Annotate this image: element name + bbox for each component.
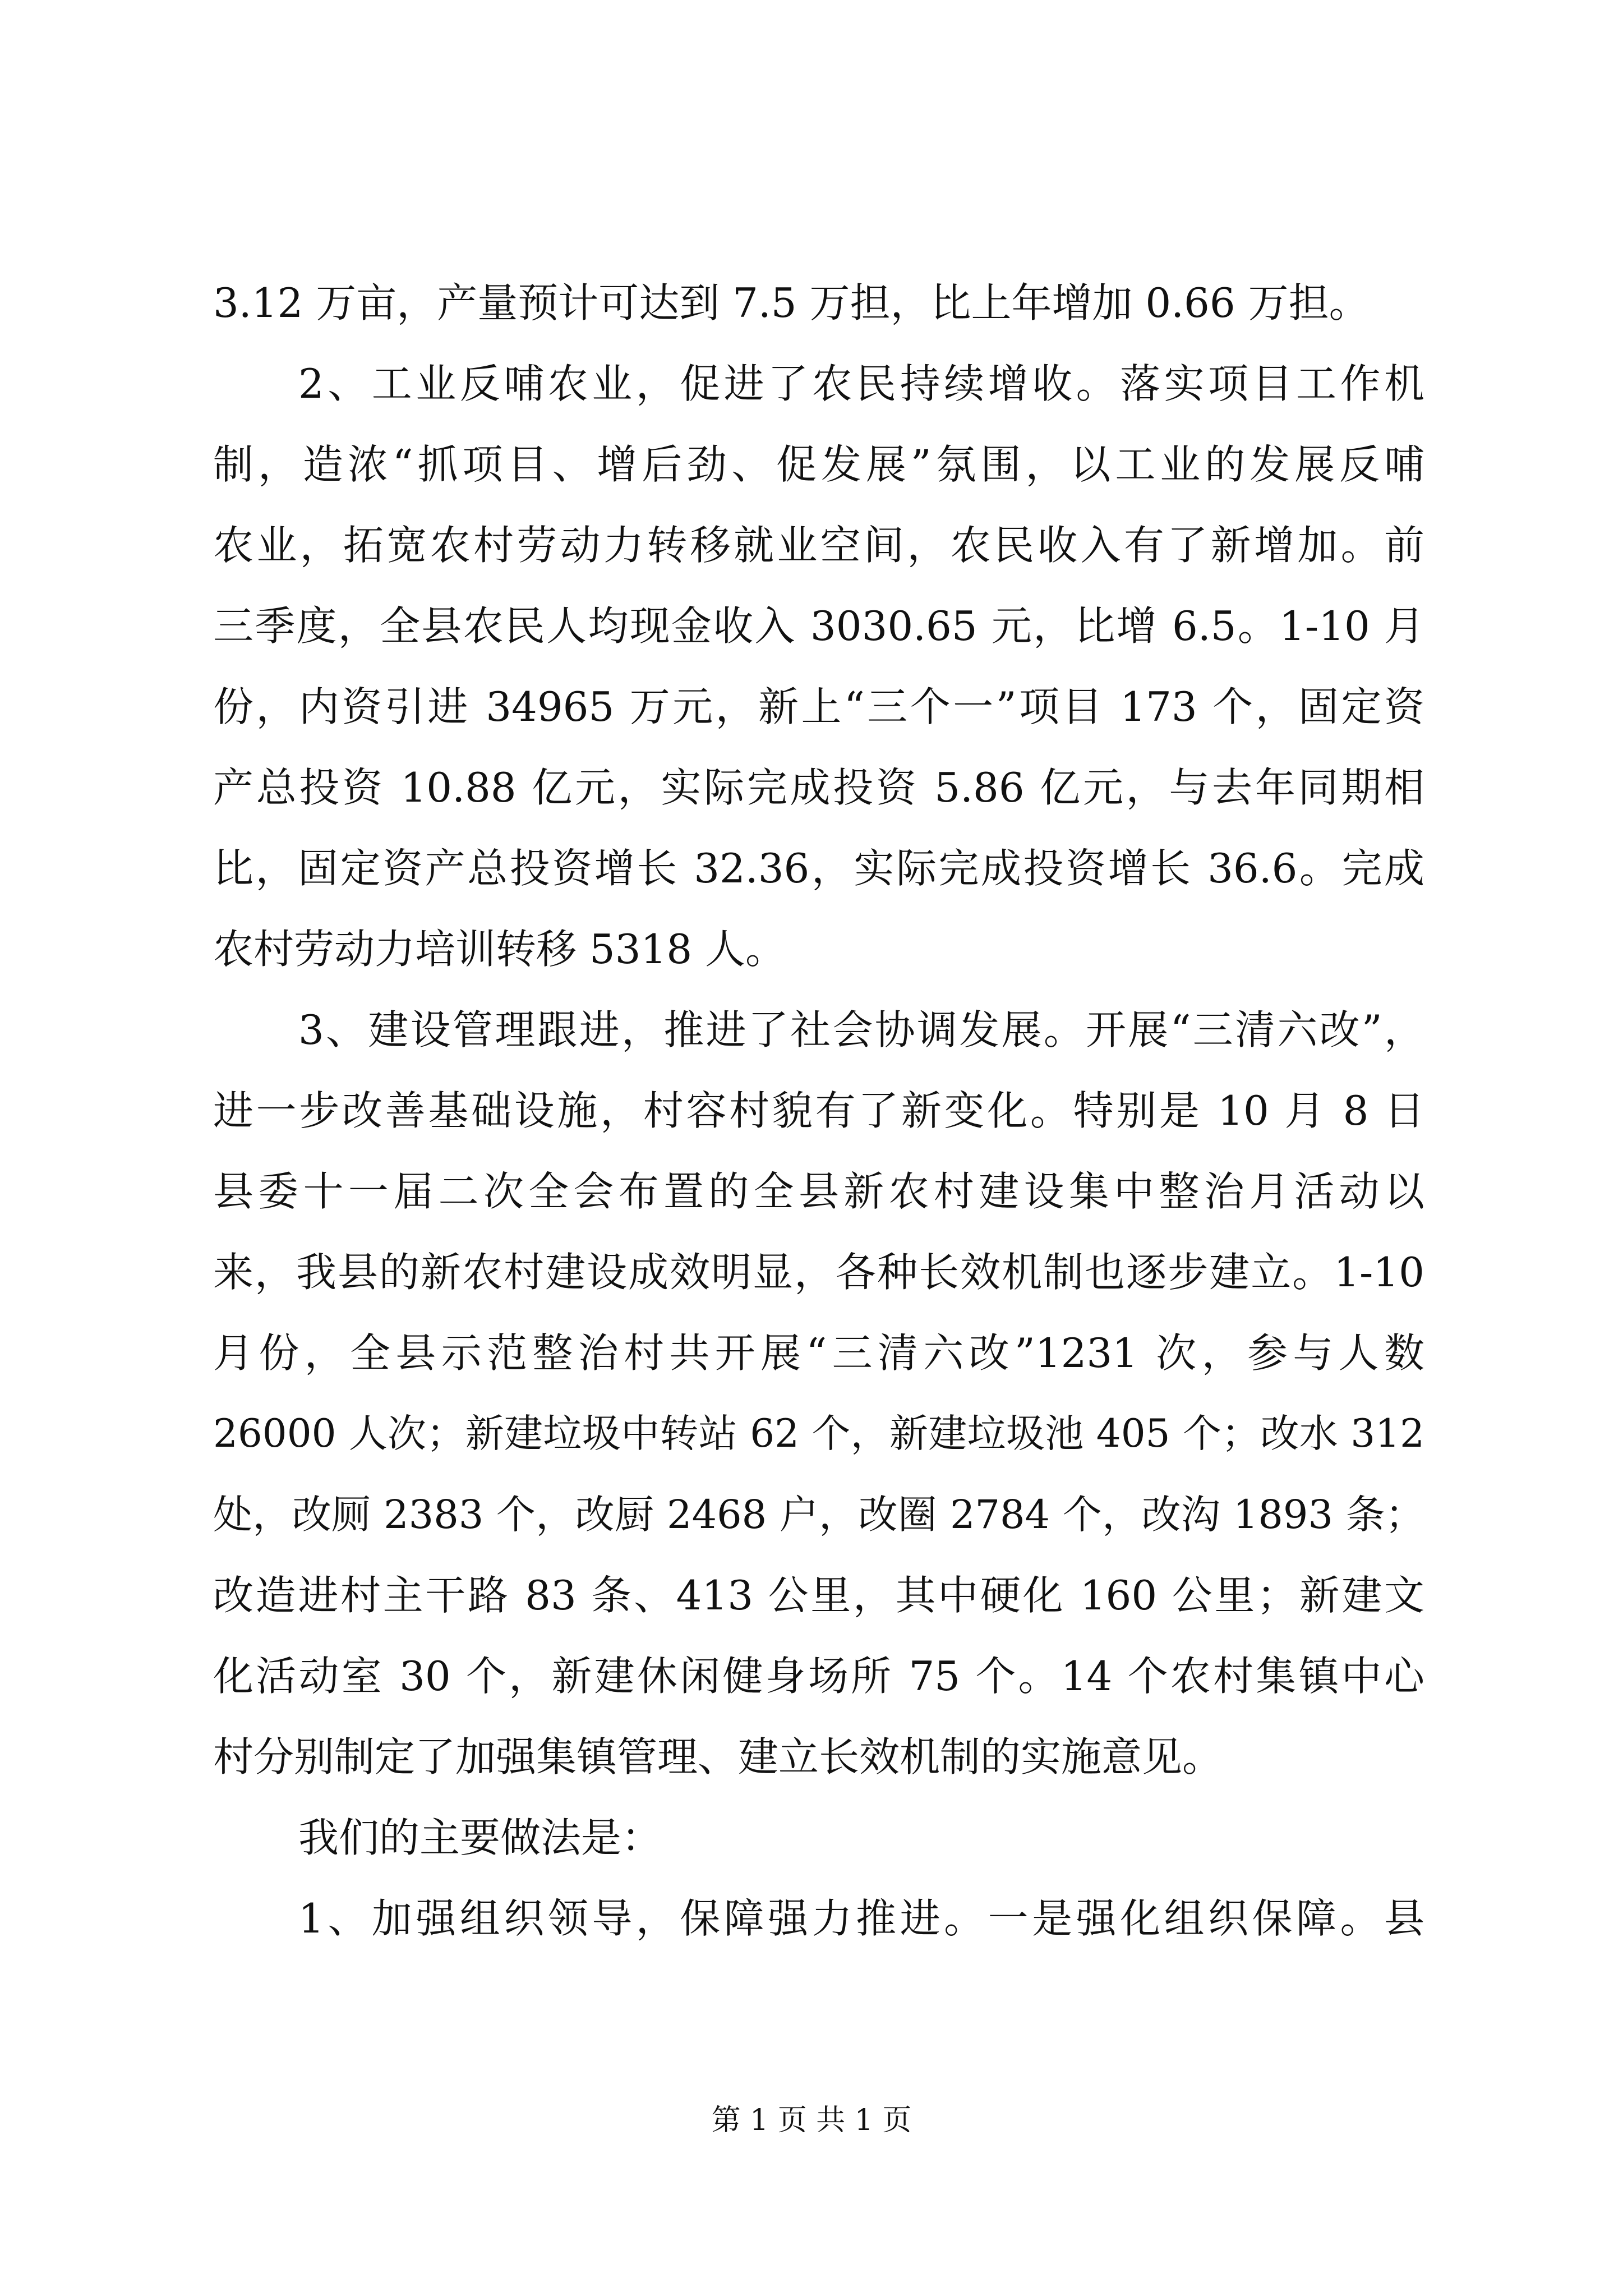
text-line: 县委十一届二次全会布置的全县新农村建设集中整治月活动以 xyxy=(213,1168,1424,1215)
page-footer: 第 1 页 共 1 页 xyxy=(711,2104,912,2137)
body-text xyxy=(213,263,1424,1959)
text-line: 1、加强组织领导，保障强力推进。一是强化组织保障。县 xyxy=(298,1895,1424,1942)
text-line: 份，内资引进 34965 万元，新上“三个一”项目 173 个，固定资 xyxy=(213,683,1424,730)
text-line: 农村劳动力培训转移 5318 人。 xyxy=(213,926,786,973)
text-line: 3.12 万亩，产量预计可达到 7.5 万担，比上年增加 0.66 万担。 xyxy=(213,279,1370,326)
text-line: 3、建设管理跟进，推进了社会协调发展。开展“三清六改”， xyxy=(298,1006,1424,1053)
text-line: 农业，拓宽农村劳动力转移就业空间，农民收入有了新增加。前 xyxy=(213,522,1424,569)
text-line: 比，固定资产总投资增长 32.36，实际完成投资增长 36.6。完成 xyxy=(213,845,1424,892)
text-line: 产总投资 10.88 亿元，实际完成投资 5.86 亿元，与去年同期相 xyxy=(213,764,1424,811)
text-line: 来，我县的新农村建设成效明显，各种长效机制也逐步建立。1-10 xyxy=(213,1249,1424,1296)
text-line: 制，造浓“抓项目、增后劲、促发展”氛围，以工业的发展反哺 xyxy=(213,441,1424,488)
text-line: 化活动室 30 个，新建休闲健身场所 75 个。14 个农村集镇中心 xyxy=(213,1653,1424,1700)
text-line: 进一步改善基础设施，村容村貌有了新变化。特别是 10 月 8 日 xyxy=(213,1087,1424,1134)
text-line: 我们的主要做法是： xyxy=(298,1814,662,1861)
text-line: 改造进村主干路 83 条、413 公里，其中硬化 160 公里；新建文 xyxy=(213,1572,1424,1619)
text-line: 月份，全县示范整治村共开展“三清六改”1231 次，参与人数 xyxy=(213,1329,1424,1377)
text-line: 村分别制定了加强集镇管理、建立长效机制的实施意见。 xyxy=(213,1733,1223,1780)
text-line: 26000 人次；新建垃圾中转站 62 个，新建垃圾池 405 个；改水 312 xyxy=(213,1411,1424,1456)
text-line: 2、工业反哺农业，促进了农民持续增收。落实项目工作机 xyxy=(298,360,1424,407)
text-line: 处，改厕 2383 个，改厨 2468 户，改圈 2784 个，改沟 1893 条； xyxy=(213,1492,1424,1538)
text-line: 三季度，全县农民人均现金收入 3030.65 元，比增 6.5。1-10 月 xyxy=(213,602,1424,650)
